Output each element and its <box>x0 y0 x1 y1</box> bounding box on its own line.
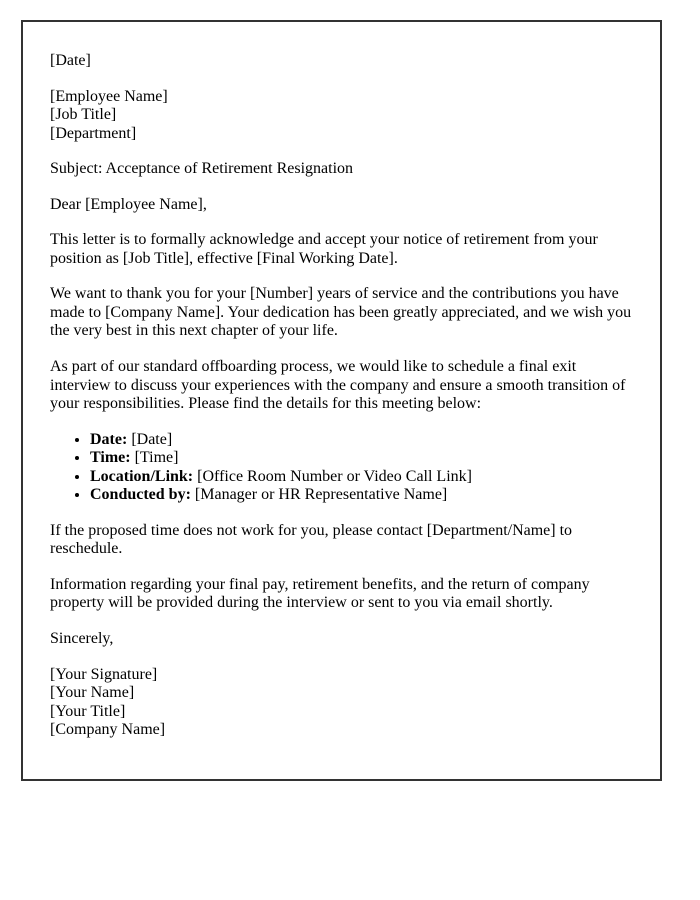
letter-page <box>21 20 662 781</box>
paragraph-reschedule <box>50 522 636 559</box>
bullet-label: Location/Link: <box>90 467 194 485</box>
date-line <box>50 52 636 71</box>
text-line: your responsibilities. Please find the details for this meeting below: <box>50 395 482 413</box>
closing <box>50 630 636 649</box>
paragraph-acknowledge <box>50 231 636 268</box>
signature-line: [Your Signature] <box>50 665 158 683</box>
meeting-details-list <box>50 431 636 505</box>
list-item-date <box>90 431 636 450</box>
signature-name: [Your Name] <box>50 684 135 702</box>
bullet-label: Conducted by: <box>90 486 191 504</box>
bullet-value: [Manager or HR Representative Name] <box>190 486 448 504</box>
bullet-value: [Time] <box>130 449 179 467</box>
salutation <box>50 196 636 215</box>
text-line: made to [Company Name]. Your dedication has been greatly appreciated, and we wish you <box>50 303 632 321</box>
text-line: If the proposed time does not work for you, please contact [Department/Name] to <box>50 521 573 539</box>
text-line: Information regarding your final pay, retirement benefits, and the return of company <box>50 575 590 593</box>
text-line: Sincerely, <box>50 630 114 648</box>
paragraph-final-pay <box>50 576 636 613</box>
recipient-name: [Employee Name] <box>50 87 168 105</box>
text-line: interview to discuss your experiences with the company and ensure a smooth transition of <box>50 376 626 394</box>
signature-title: [Your Title] <box>50 702 126 720</box>
text-line: We want to thank you for your [Number] years of service and the contributions you have <box>50 285 619 303</box>
text-line: This letter is to formally acknowledge and accept your notice of retirement from your <box>50 231 598 249</box>
bullet-label: Time: <box>90 449 131 467</box>
text-line: Subject: Acceptance of Retirement Resignation <box>50 160 354 178</box>
bullet-label: Date: <box>90 430 128 448</box>
text-line: Dear [Employee Name], <box>50 195 207 213</box>
text-line: As part of our standard offboarding process, we would like to schedule a final exit <box>50 358 577 376</box>
text-line: property will be provided during the interview or sent to you via email shortly. <box>50 594 553 612</box>
signature-company: [Company Name] <box>50 721 166 739</box>
list-item-conducted-by <box>90 486 636 505</box>
list-item-time <box>90 449 636 468</box>
text-line: position as [Job Title], effective [Final Working Date]. <box>50 249 398 267</box>
list-item-location <box>90 468 636 487</box>
bullet-value: [Date] <box>127 430 173 448</box>
paragraph-thanks <box>50 285 636 341</box>
recipient-department: [Department] <box>50 124 137 142</box>
recipient-block <box>50 88 636 144</box>
text-line: [Date] <box>50 52 91 69</box>
subject-line <box>50 160 636 179</box>
recipient-job-title: [Job Title] <box>50 106 117 124</box>
signature-block <box>50 666 636 740</box>
paragraph-exit-interview <box>50 358 636 414</box>
bullet-value: [Office Room Number or Video Call Link] <box>193 467 472 485</box>
text-line: the very best in this next chapter of your life. <box>50 322 338 340</box>
text-line: reschedule. <box>50 540 123 558</box>
